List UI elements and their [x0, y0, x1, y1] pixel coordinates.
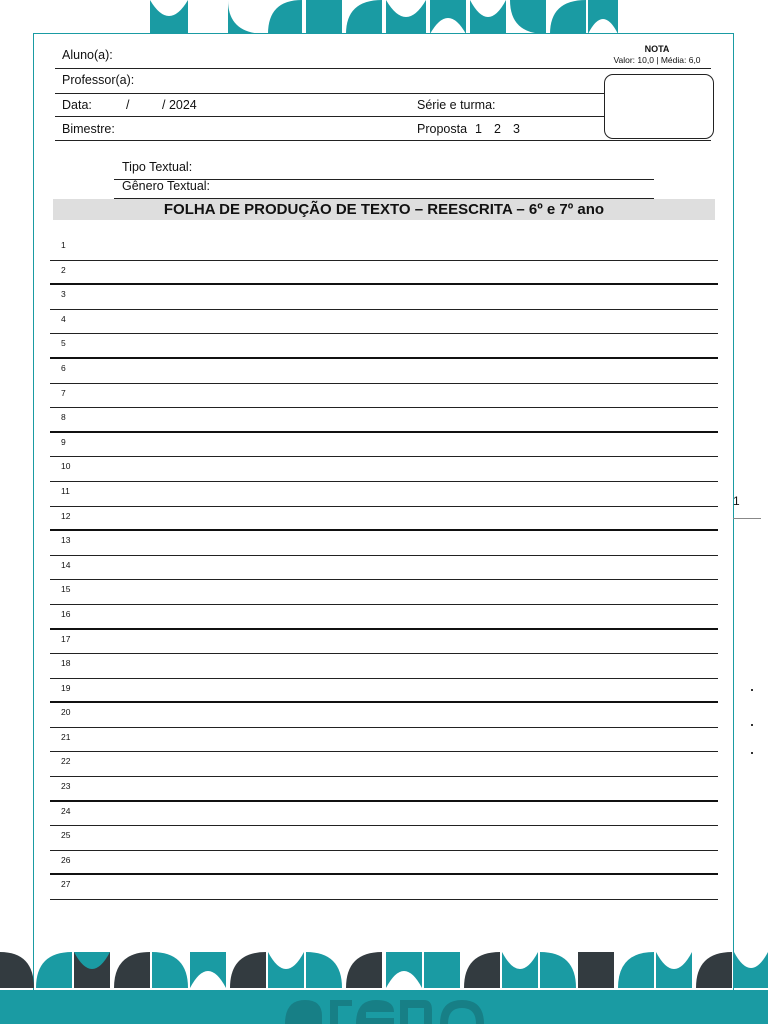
writing-line[interactable]	[50, 310, 718, 335]
line-number: 27	[61, 879, 71, 890]
line-number: 4	[61, 313, 66, 324]
top-decorative-pattern	[0, 0, 768, 36]
writing-line[interactable]	[50, 802, 718, 827]
writing-line[interactable]	[50, 654, 718, 679]
sheet-title: FOLHA DE PRODUÇÃO DE TEXTO – REESCRITA – 6º e 7º ano	[53, 199, 715, 220]
writing-line[interactable]	[50, 482, 718, 507]
writing-line[interactable]	[50, 580, 718, 605]
line-number: 10	[61, 461, 71, 472]
line-number: 24	[61, 805, 71, 816]
bimester-label: Bimestre:	[62, 122, 115, 136]
writing-line[interactable]	[50, 531, 718, 556]
line-number: 1	[61, 240, 66, 250]
proposal-option-2: 2	[494, 122, 501, 136]
writing-line[interactable]	[50, 777, 718, 802]
writing-line[interactable]	[50, 408, 718, 433]
writing-line[interactable]	[50, 679, 718, 704]
text-type-label: Tipo Textual:	[122, 160, 193, 174]
line-number: 23	[61, 781, 71, 792]
writing-line[interactable]	[50, 556, 718, 581]
line-number: 18	[61, 658, 71, 669]
student-label: Aluno(a):	[62, 48, 113, 62]
line-number: 5	[61, 338, 66, 349]
writing-line[interactable]	[50, 875, 718, 900]
line-number: 11	[61, 485, 70, 496]
writing-line[interactable]	[50, 826, 718, 851]
writing-line[interactable]	[50, 457, 718, 482]
writing-line[interactable]	[50, 433, 718, 458]
writing-line[interactable]	[50, 851, 718, 876]
margin-dot	[751, 724, 753, 726]
date-separator: /	[126, 98, 130, 112]
writing-line[interactable]	[50, 752, 718, 777]
grade-value-text: Valor: 10,0 | Média: 6,0	[613, 55, 701, 65]
teacher-line	[55, 93, 605, 94]
line-number: 7	[61, 387, 66, 398]
grade-title: NOTA	[644, 44, 670, 54]
proposal-option-1: 1	[475, 122, 482, 136]
line-number: 17	[61, 633, 71, 644]
line-number: 15	[61, 584, 71, 595]
student-line	[55, 68, 711, 69]
writing-line[interactable]	[50, 630, 718, 655]
line-number: 19	[61, 682, 71, 693]
writing-line[interactable]	[50, 236, 718, 261]
line-number: 21	[61, 731, 71, 742]
page-number-rule	[733, 518, 761, 519]
line-number: 8	[61, 412, 66, 423]
line-number: 14	[61, 559, 71, 570]
line-number: 16	[61, 608, 71, 619]
writing-line[interactable]	[50, 728, 718, 753]
class-label: Série e turma:	[417, 98, 496, 112]
line-number: 25	[61, 830, 71, 841]
line-number: 6	[61, 362, 66, 373]
line-number: 22	[61, 756, 71, 767]
line-number: 3	[61, 289, 66, 300]
line-number: 20	[61, 707, 71, 718]
bottom-decorative-pattern	[0, 948, 768, 1024]
line-number: 13	[61, 535, 71, 546]
writing-line[interactable]	[50, 605, 718, 630]
date-line	[55, 116, 605, 117]
writing-line[interactable]	[50, 359, 718, 384]
writing-line[interactable]	[50, 703, 718, 728]
line-number: 12	[61, 510, 71, 521]
writing-line[interactable]	[50, 507, 718, 532]
writing-line[interactable]	[50, 285, 718, 310]
writing-line[interactable]	[50, 334, 718, 359]
teacher-label: Professor(a):	[62, 73, 135, 87]
writing-line[interactable]	[50, 384, 718, 409]
line-number: 2	[61, 264, 66, 275]
line-number: 9	[61, 436, 66, 447]
date-label: Data:	[62, 98, 92, 112]
page-number: 1	[733, 494, 740, 508]
writing-lines	[50, 236, 718, 900]
date-year: / 2024	[162, 98, 197, 112]
proposal-label: Proposta	[417, 122, 468, 136]
margin-dot	[751, 689, 753, 691]
writing-line[interactable]	[50, 261, 718, 286]
line-number: 26	[61, 854, 71, 865]
margin-dot	[751, 752, 753, 754]
grade-box	[604, 74, 714, 139]
bimester-line	[55, 140, 711, 141]
proposal-option-3: 3	[513, 122, 520, 136]
text-genre-label: Gênero Textual:	[122, 179, 211, 193]
